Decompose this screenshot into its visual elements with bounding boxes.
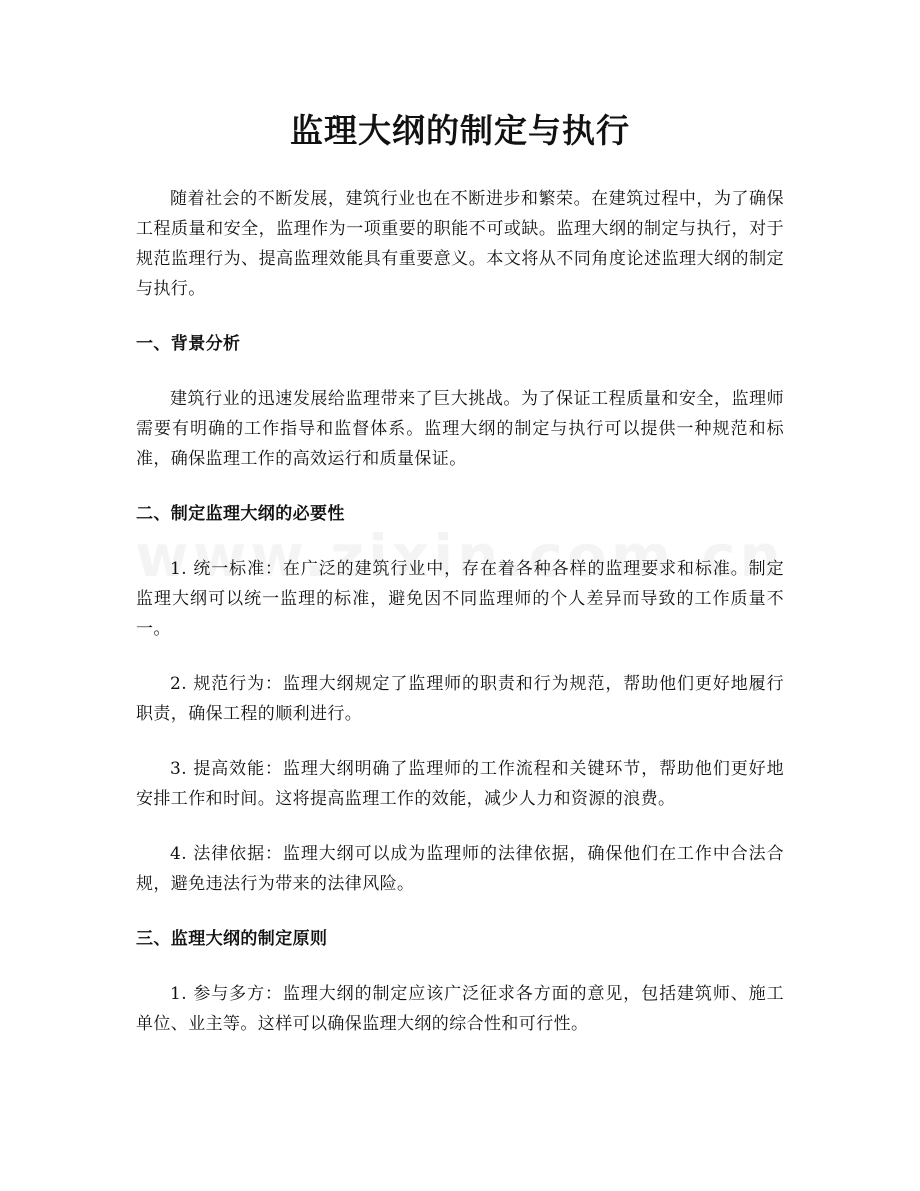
necessity-item-3: 3. 提高效能：监理大纲明确了监理师的工作流程和关键环节，帮助他们更好地安排工作和时间。这将提高监理工作的效能，减少人力和资源的浪费。 [136, 759, 784, 809]
section-heading-background: 一、背景分析 [136, 334, 241, 354]
necessity-item-2: 2. 规范行为：监理大纲规定了监理师的职责和行为规范，帮助他们更好地履行职责，确保工程的顺利进行。 [136, 674, 784, 724]
section-heading-principles: 三、监理大纲的制定原则 [136, 929, 328, 949]
document-body [136, 184, 784, 1064]
principles-item-1: 1. 参与多方：监理大纲的制定应该广泛征求各方面的意见，包括建筑师、施工单位、业主等。这样可以确保监理大纲的综合性和可行性。 [136, 984, 784, 1034]
document-title: 监理大纲的制定与执行 [290, 111, 630, 150]
section-heading-necessity: 二、制定监理大纲的必要性 [136, 504, 345, 524]
necessity-item-4: 4. 法律依据：监理大纲可以成为监理师的法律依据，确保他们在工作中合法合规，避免违法行为带来的法律风险。 [136, 844, 784, 894]
intro-paragraph: 随着社会的不断发展，建筑行业也在不断进步和繁荣。在建筑过程中，为了确保工程质量和安全，监理作为一项重要的职能不可或缺。监理大纲的制定与执行，对于规范监理行为、提高监理效能具有重要意义。本文将从不同角度论述监理大纲的制定与执行。 [136, 189, 784, 299]
background-paragraph: 建筑行业的迅速发展给监理带来了巨大挑战。为了保证工程质量和安全，监理师需要有明确的工作指导和监督体系。监理大纲的制定与执行可以提供一种规范和标准，确保监理工作的高效运行和质量保证。 [136, 389, 784, 469]
necessity-item-1: 1. 统一标准：在广泛的建筑行业中，存在着各种各样的监理要求和标准。制定监理大纲可以统一监理的标准，避免因不同监理师的个人差异而导致的工作质量不一。 [136, 559, 784, 639]
